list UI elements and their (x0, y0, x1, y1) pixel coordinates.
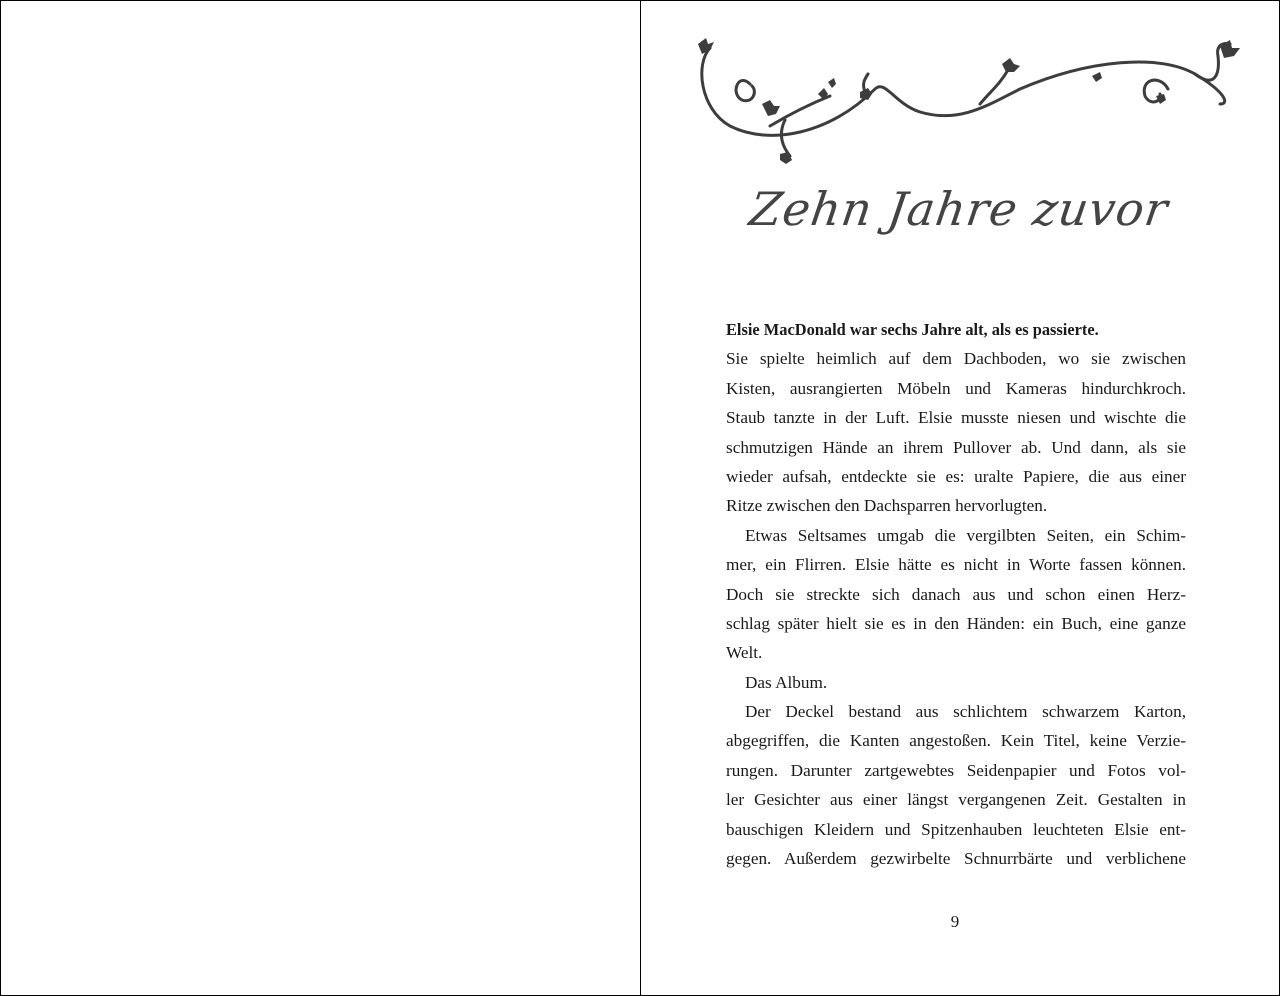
text-line: wieder aufsah, entdeckte sie es: uralte Papiere, die aus einer (726, 466, 1186, 486)
text-line: Doch sie streckte sich danach aus und schon einen Herz- (726, 584, 1186, 604)
text-line: abgegriffen, die Kanten angestoßen. Kein Titel, keine Verzie- (726, 731, 1186, 751)
text-line: mer, ein Flirren. Elsie hätte es nicht in Worte fassen können. (726, 555, 1186, 575)
text-line: Kisten, ausrangierten Möbeln und Kameras hindurchkroch. (726, 378, 1186, 398)
text-line: rungen. Darunter zartgewebtes Seidenpapier und Fotos vol- (726, 760, 1186, 780)
text-line: Das Album. (745, 672, 828, 692)
text-line: ler Gesichter aus einer längst vergangenen Zeit. Gestalten in (726, 790, 1186, 810)
page-number: 9 (950, 912, 960, 931)
chapter-body-text (726, 315, 1186, 873)
text-line: Der Deckel bestand aus schlichtem schwarzem Karton, (745, 702, 1186, 722)
lead-sentence: Elsie MacDonald war sechs Jahre alt, als es passierte. (726, 320, 1099, 339)
text-line: Staub tanzte in der Luft. Elsie musste niesen und wischte die (726, 408, 1186, 428)
vine-ornament-icon (690, 34, 1250, 169)
chapter-title: Zehn Jahre zuvor (746, 182, 1172, 236)
text-line: schlag später hielt sie es in den Händen: ein Buch, eine ganze (726, 613, 1186, 633)
text-line: Welt. (726, 643, 763, 663)
text-line: Sie spielte heimlich auf dem Dachboden, wo sie zwischen (726, 349, 1186, 369)
text-line: gegen. Außerdem gezwirbelte Schnurrbärte und verblichene (726, 849, 1186, 869)
text-line: Etwas Seltsames umgab die vergilbten Seiten, ein Schim- (745, 525, 1186, 545)
text-line: bauschigen Kleidern und Spitzenhauben leuchteten Elsie ent- (726, 819, 1186, 839)
text-line: schmutzigen Hände an ihrem Pullover ab. Und dann, als sie (726, 437, 1186, 457)
text-line: Ritze zwischen den Dachsparren hervorlugten. (726, 496, 1048, 516)
